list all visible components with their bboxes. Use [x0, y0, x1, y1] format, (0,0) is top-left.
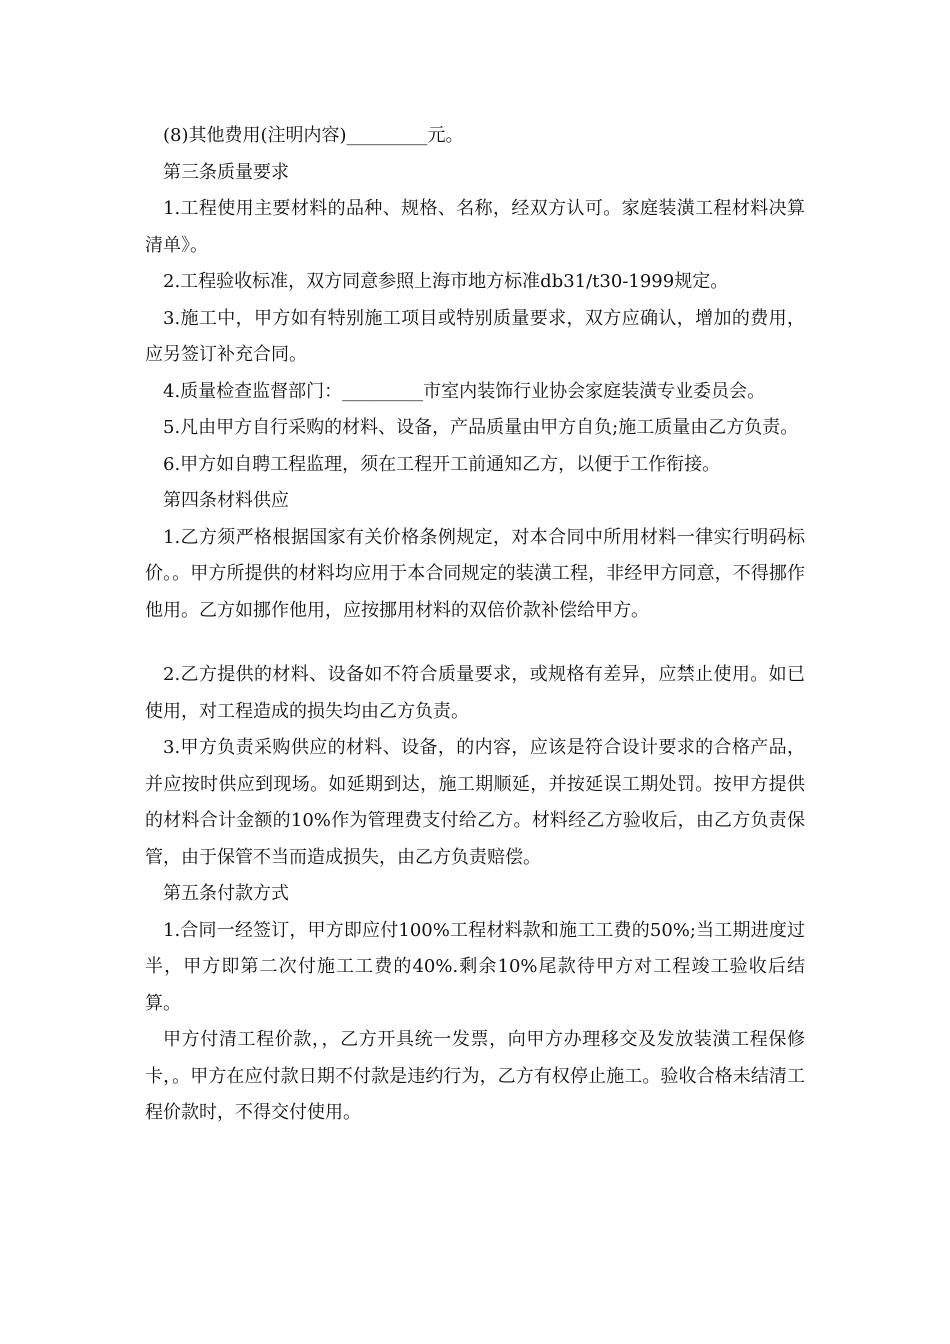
paragraph-gap [145, 629, 805, 657]
section-heading-payment: 第五条付款方式 [163, 883, 289, 904]
paragraph-materials-3: 3.甲方负责采购供应的材料、设备，的内容，应该是符合设计要求的合格产品，并应按时供应到现场。如延期到达，施工期顺延，并按延误工期处罚。按甲方提供的材料合计金额的10%作为管理费支付给乙方。材料经乙方验收后，由乙方负责保管，由于保管不当而造成损失，由乙方负责赔偿。 [145, 737, 805, 868]
section-heading-materials: 第四条材料供应 [163, 490, 289, 511]
paragraph-quality-4: 4.质量检查监督部门：_________市室内装饰行业协会家庭装潢专业委员会。 [163, 380, 766, 402]
paragraph-quality-3: 3.施工中，甲方如有特别施工项目或特别质量要求，双方应确认，增加的费用，应另签订补充合同。 [145, 307, 805, 365]
paragraph-payment-2: 甲方付清工程价款，，乙方开具统一发票，向甲方办理移交及发放装潢工程保修卡，。甲方在应付款日期不付款是违约行为，乙方有权停止施工。验收合格未结清工程价款时，不得交付使用。 [145, 1029, 805, 1123]
paragraph-payment-1: 1.合同一经签订，甲方即应付100%工程材料款和施工工费的50%;当工期进度过半，甲方即第二次付施工工费的40%.剩余10%尾款待甲方对工程竣工验收后结算。 [145, 919, 805, 1014]
paragraph-quality-1: 1.工程使用主要材料的品种、规格、名称，经双方认可。家庭装潢工程材料决算清单》。 [145, 198, 805, 256]
paragraph-materials-2: 2.乙方提供的材料、设备如不符合质量要求，或规格有差异，应禁止使用。如已使用，对工程造成的损失均由乙方负责。 [145, 664, 805, 722]
paragraph-quality-6: 6.甲方如自聘工程监理，须在工程开工前通知乙方，以便于工作衔接。 [163, 453, 721, 475]
document-body [145, 118, 805, 1132]
paragraph-materials-1: 1.乙方须严格根据国家有关价格条例规定，对本合同中所用材料一律实行明码标价。。甲方所提供的材料均应用于本合同规定的装潢工程，非经甲方同意，不得挪作他用。乙方如挪作他用，应按挪用材料的双倍价款补偿给甲方。 [145, 526, 805, 621]
section-heading-quality: 第三条质量要求 [163, 161, 289, 183]
paragraph-other-fees: (8)其他费用(注明内容)_________元。 [163, 125, 464, 146]
paragraph-quality-5: 5.凡由甲方自行采购的材料、设备，产品质量由甲方自负;施工质量由乙方负责。 [163, 417, 799, 438]
paragraph-quality-2: 2.工程验收标准，双方同意参照上海市地方标准db31/t30-1999规定。 [163, 271, 729, 292]
